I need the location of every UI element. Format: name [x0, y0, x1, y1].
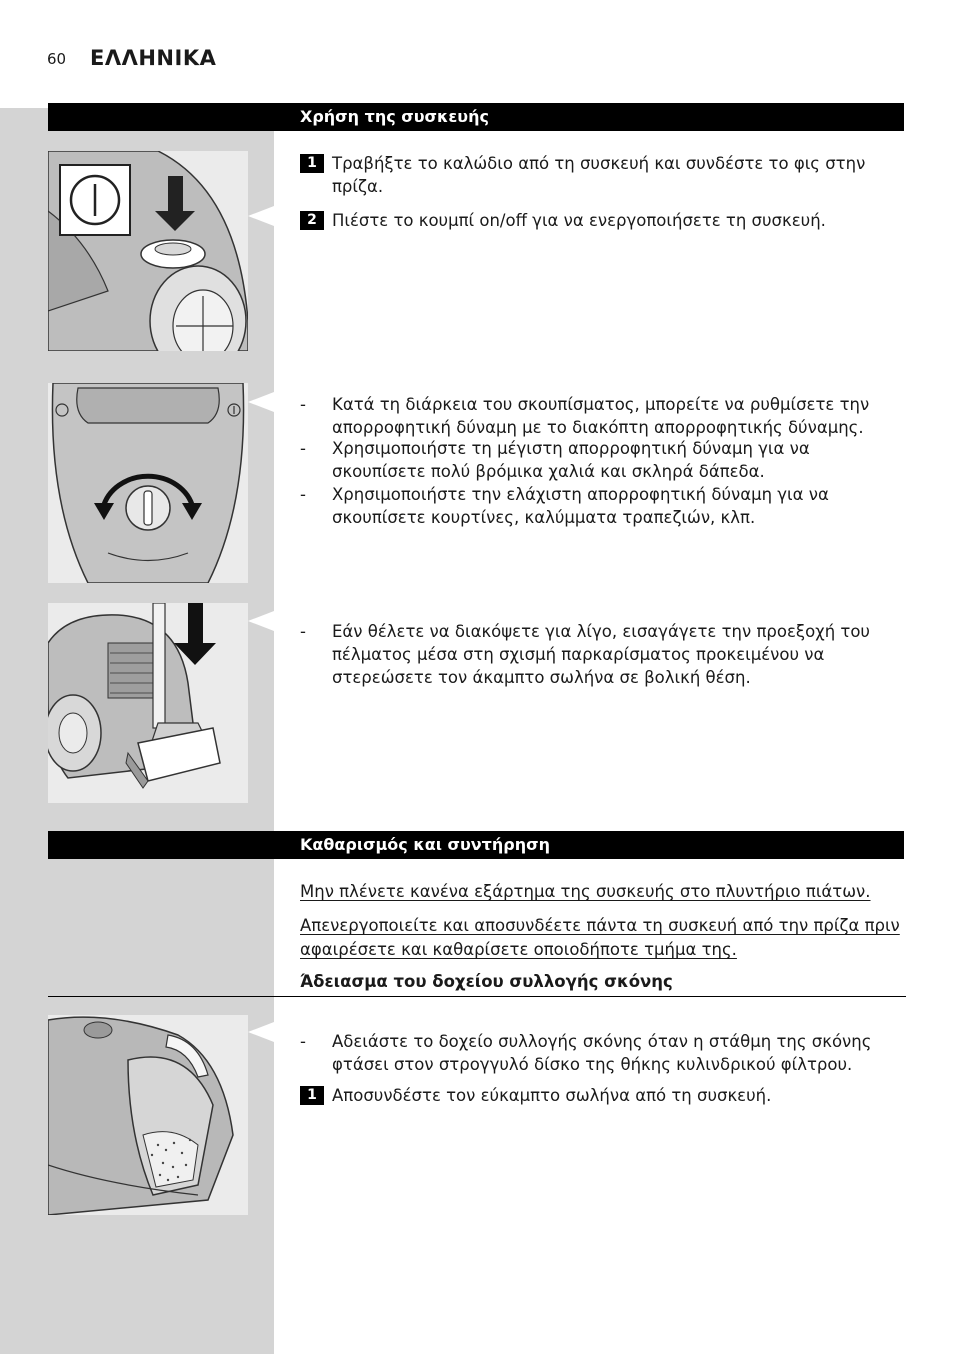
page-number: 60	[47, 50, 67, 68]
step-number: 2	[300, 211, 324, 230]
vacuum-container-illustration	[48, 1015, 248, 1215]
vacuum-parking-illustration	[48, 603, 248, 803]
bullet-item	[300, 437, 904, 483]
section-bar-cleaning	[48, 831, 904, 859]
bullet-item	[300, 620, 904, 689]
bullet-dash: -	[300, 1032, 306, 1051]
bullet-item	[300, 1030, 904, 1076]
step-number: 1	[300, 154, 324, 173]
step-1	[300, 1084, 904, 1107]
section-bar-usage	[48, 103, 904, 131]
vacuum-power-illustration	[48, 151, 248, 351]
figure-pointer	[248, 1022, 274, 1042]
figure-pointer	[248, 206, 274, 226]
step-text: Τραβήξτε το καλώδιο από τη συσκευή και συνδέστε το φις στην πρίζα.	[332, 154, 866, 196]
vacuum-dial-illustration	[48, 383, 248, 583]
bullet-dash: -	[300, 439, 306, 458]
step-2	[300, 209, 904, 232]
bullet-text: Εάν θέλετε να διακόψετε για λίγο, εισαγάγετε την προεξοχή του πέλματος μέσα στη σχισμή παρκαρίσματος προκειμένου να στερεώσετε τον άκαμπτο σωλήνα σε βολική θέση.	[332, 622, 870, 687]
figure-pointer	[248, 392, 274, 412]
bullet-dash: -	[300, 485, 306, 504]
subheading: Άδειασμα του δοχείου συλλογής σκόνης	[300, 972, 673, 991]
figure-pointer	[248, 611, 274, 631]
divider	[48, 996, 906, 997]
warning-dishwasher: Μην πλένετε κανένα εξάρτημα της συσκευής στο πλυντήριο πιάτων.	[300, 882, 871, 901]
section-title: Καθαρισμός και συντήρηση	[300, 835, 550, 854]
bullet-text: Κατά τη διάρκεια του σκουπίσματος, μπορείτε να ρυθμίσετε την απορροφητική δύναμη με το διακόπτη απορροφητικής δύναμης.	[332, 395, 870, 437]
step-text: Αποσυνδέστε τον εύκαμπτο σωλήνα από τη συσκευή.	[332, 1086, 772, 1105]
step-number: 1	[300, 1086, 324, 1105]
language-heading: ΕΛΛΗΝΙΚΑ	[90, 46, 217, 70]
bullet-item	[300, 483, 904, 529]
bullet-text: Χρησιμοποιήστε την ελάχιστη απορροφητική δύναμη για να σκουπίσετε κουρτίνες, καλύμματα τραπεζιών, κλπ.	[332, 485, 829, 527]
bullet-item	[300, 393, 904, 439]
section-title: Χρήση της συσκευής	[300, 107, 489, 126]
step-1	[300, 152, 904, 198]
figure-suction-dial	[48, 383, 248, 583]
bullet-text: Χρησιμοποιήστε τη μέγιστη απορροφητική δύναμη για να σκουπίσετε πολύ βρόμικα χαλιά και σκληρά δάπεδα.	[332, 439, 810, 481]
bullet-dash: -	[300, 622, 306, 641]
figure-dust-container	[48, 1015, 248, 1215]
step-text: Πιέστε το κουμπί on/off για να ενεργοποιήσετε τη συσκευή.	[332, 211, 826, 230]
bullet-dash: -	[300, 395, 306, 414]
bullet-text: Αδειάστε το δοχείο συλλογής σκόνης όταν η στάθμη της σκόνης φτάσει στον στρογγυλό δίσκο της θήκης κυλινδρικού φίλτρου.	[332, 1032, 872, 1074]
figure-parking	[48, 603, 248, 803]
figure-power-button	[48, 151, 248, 351]
warning-unplug: Απενεργοποιείτε και αποσυνδέετε πάντα τη συσκευή από την πρίζα πριν αφαιρέσετε και καθαρίσετε οποιοδήποτε τμήμα της.	[300, 916, 900, 959]
